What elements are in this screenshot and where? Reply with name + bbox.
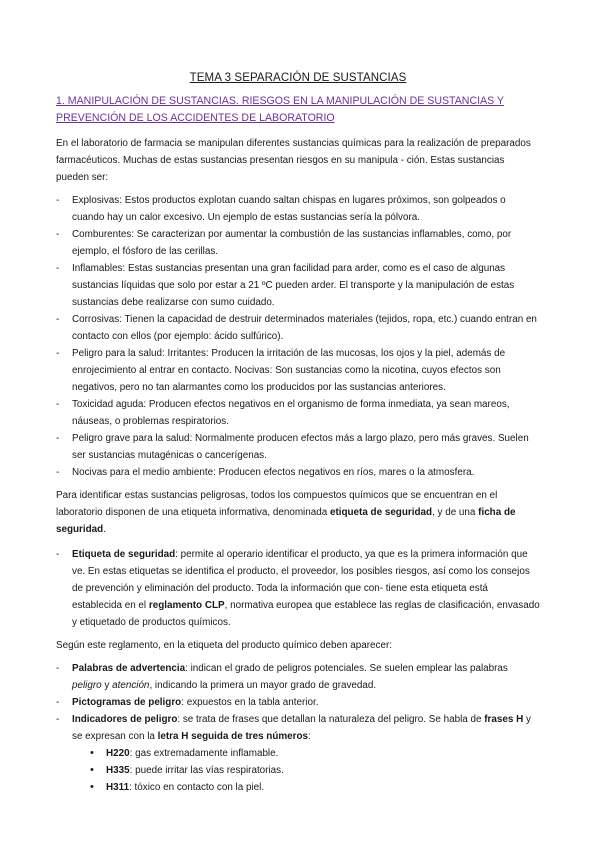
list-item: - Corrosivas: Tienen la capacidad de destruir determinados materiales (tejidos, ropa, etc.) cuando entran en contacto con ellos (por ejemplo: ácido sulfúrico).: [56, 311, 540, 345]
page-title: TEMA 3 SEPARACIÓN DE SUSTANCIAS: [189, 72, 407, 84]
list-item: - Comburentes: Se caracterizan por aumentar la combustión de las sustancias inflamables, como, por ejemplo, el fósforo de las cerillas.: [56, 226, 540, 260]
identify-paragraph: Para identificar estas sustancias peligrosas, todos los compuestos químicos que se encuentran en el laboratorio disponen de una etiqueta informativa, denominada etiqueta de seguridad, y de una ficha de seguridad.: [56, 490, 516, 535]
hazard-indicators-item: - Indicadores de peligro: se trata de frases que detallan la naturaleza del peligro. Se habla de frases H y se expresan con la letra H seguida de tres números: • H220: gas extremadamente inflamable. • H335: puede irritar las vías respiratorias. • H311: tóxico en contacto con la piel.: [56, 711, 540, 796]
list-item: - Peligro para la salud: Irritantes: Producen la irritación de las mucosas, los ojos y la piel, además de enrojecimiento al entrar en contacto. Nocivas: Son sustancias como la nicotina, cuyos efectos son negativos, pero no tan alarmantes como los producidos por las sustancias anteriores.: [56, 345, 540, 396]
h-phrases-list: [72, 745, 540, 796]
h-phrase-item: • H220: gas extremadamente inflamable.: [88, 745, 540, 762]
intro-paragraph: En el laboratorio de farmacia se manipulan diferentes sustancias químicas para la realización de preparados farmacéuticos. Muchas de estas sustancias presentan riesgos en su manipula - ción. Estas sustancias pueden ser:: [56, 138, 531, 183]
list-item: - Peligro grave para la salud: Normalmente producen efectos más a largo plazo, pero más graves. Suelen ser sustancias mutagénicas o cancerígenas.: [56, 430, 540, 464]
list-item: - Nocivas para el medio ambiente: Producen efectos negativos en ríos, mares o la atmosfera.: [56, 464, 540, 481]
list-item: - Inflamables: Estas sustancias presentan una gran facilidad para arder, como es el caso de algunas sustancias líquidas que solo por estar a 21 ºC pueden arder. El transporte y la manipulación de estas sustancias debe realizarse con sumo cuidado.: [56, 260, 540, 311]
section-heading-line2: PREVENCIÓN DE LOS ACCIDENTES DE LABORATORIO: [56, 112, 335, 124]
substance-types-list: [56, 192, 540, 481]
pictograms-item: - Pictogramas de peligro: expuestos en la tabla anterior.: [56, 694, 540, 711]
label-contents-list: [56, 660, 540, 796]
list-item: - Explosivas: Estos productos explotan cuando saltan chispas en lugares próximos, son golpeados o cuando hay un calor excesivo. Un ejemplo de estas sustancias sería la pólvora.: [56, 192, 540, 226]
h-phrase-item: • H335: puede irritar las vías respiratorias.: [88, 762, 540, 779]
regulation-paragraph: Según este reglamento, en la etiqueta del producto químico deben aparecer:: [56, 640, 392, 651]
section-heading: [56, 93, 540, 127]
list-item: - Toxicidad aguda: Producen efectos negativos en el organismo de forma inmediata, ya sean mareos, náuseas, o problemas respiratorios.: [56, 396, 540, 430]
section-heading-line1: 1. MANIPULACIÓN DE SUSTANCIAS. RIESGOS EN LA MANIPULACIÓN DE SUSTANCIAS Y: [56, 95, 504, 107]
h-phrase-item: • H311: tóxico en contacto con la piel.: [88, 779, 540, 796]
warning-words-item: - Palabras de advertencia: indican el grado de peligros potenciales. Se suelen emplear las palabras peligro y atención, indicando la primera un mayor grado de gravedad.: [56, 660, 540, 694]
safety-label-list: [56, 546, 540, 631]
safety-label-item: - Etiqueta de seguridad: permite al operario identificar el producto, ya que es la primera información que ve. En estas etiquetas se identifica el producto, el proveedor, los posibles riesgos, así como los consejos de prevención y eliminación del producto. Toda la información que con- tiene esta etiqueta está establecida en el reglamento CLP, normativa europea que establece las reglas de clasificación, envasado y etiquetado de productos químicos.: [56, 546, 540, 631]
